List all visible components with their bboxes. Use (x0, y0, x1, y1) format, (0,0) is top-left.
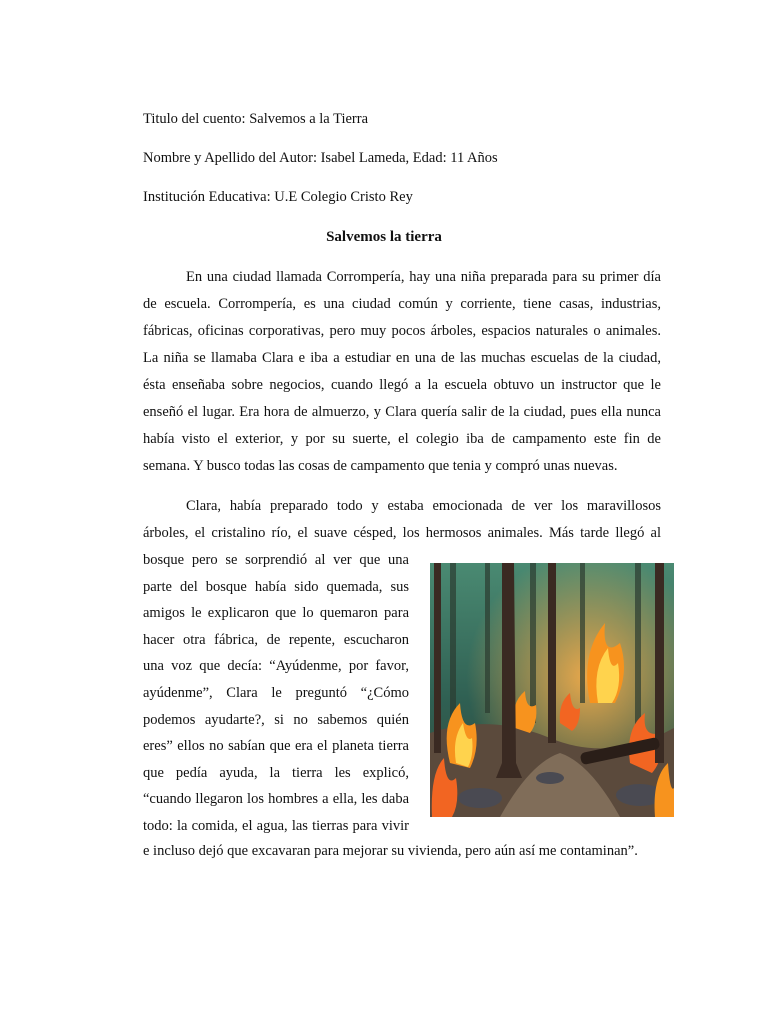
paragraph-line: La niña se llamaba Clara e iba a estudiar en una de las muchas escuelas de la ciudad, (143, 350, 661, 366)
paragraph-line: ayúdenme”, Clara le preguntó “¿Cómo (143, 684, 409, 701)
paragraph-2-wrapped-column (143, 547, 409, 840)
paragraph-line: “cuando llegaron los hombres a ella, les daba (143, 791, 409, 808)
paragraph-line: En una ciudad llamada Corrompería, hay una niña preparada para su primer día (186, 269, 661, 285)
paragraph-line: de escuela. Corrompería, es una ciudad común y corriente, tiene casas, industrias, (143, 296, 661, 312)
paragraph-line: enseñó el lugar. Era hora de almuerzo, y Clara quería salir de la ciudad, pues ella nunca (143, 404, 661, 420)
paragraph-2-last-line: e incluso dejó que excavaran para mejorar su vivienda, pero aún así me contaminan”. (143, 843, 638, 859)
paragraph-line: amigos le explicaron que lo quemaron para (143, 605, 409, 622)
story-title-line: Titulo del cuento: Salvemos a la Tierra (143, 111, 369, 127)
paragraph-2-top (143, 493, 661, 547)
story-heading: Salvemos la tierra (326, 229, 442, 245)
paragraph-line: había visto el exterior, y por su suerte, el colegio iba de campamento este fin de (143, 431, 661, 447)
paragraph-line: todo: la comida, el agua, las tierras para vivir (143, 817, 409, 834)
paragraph-line: bosque pero se sorprendió al ver que una (143, 552, 409, 568)
paragraph-line: Clara, había preparado todo y estaba emocionada de ver los maravillosos (186, 498, 661, 514)
paragraph-line: una voz que decía: “Ayúdenme, por favor, (143, 658, 409, 675)
paragraph-line: árboles, el cristalino río, el suave césped, los hermosos animales. Más tarde llegó al (143, 525, 661, 541)
paragraph-line: semana. Y busco todas las cosas de campamento que tenia y compró unas nuevas. (143, 458, 618, 474)
paragraph-line: eres” ellos no sabían que era el planeta tierra (143, 738, 409, 755)
paragraph-line: ésta enseñaba sobre negocios, cuando llegó a la escuela obtuvo un instructor que le (143, 377, 661, 393)
burning-forest-illustration (430, 563, 674, 817)
paragraph-line: fábricas, oficinas corporativas, pero muy pocos árboles, espacios naturales o animales. (143, 323, 661, 339)
institution-line: Institución Educativa: U.E Colegio Cristo Rey (143, 189, 413, 205)
paragraph-1 (143, 264, 661, 480)
paragraph-line: parte del bosque había sido quemada, sus (143, 578, 409, 595)
author-line: Nombre y Apellido del Autor: Isabel Lameda, Edad: 11 Años (143, 150, 498, 166)
paragraph-line: que pedía ayuda, la tierra les explicó, (143, 764, 409, 781)
paragraph-line: hacer otra fábrica, de repente, escucharon (143, 631, 409, 648)
paragraph-line: podemos ayudarte?, si no sabemos quién (143, 711, 409, 728)
